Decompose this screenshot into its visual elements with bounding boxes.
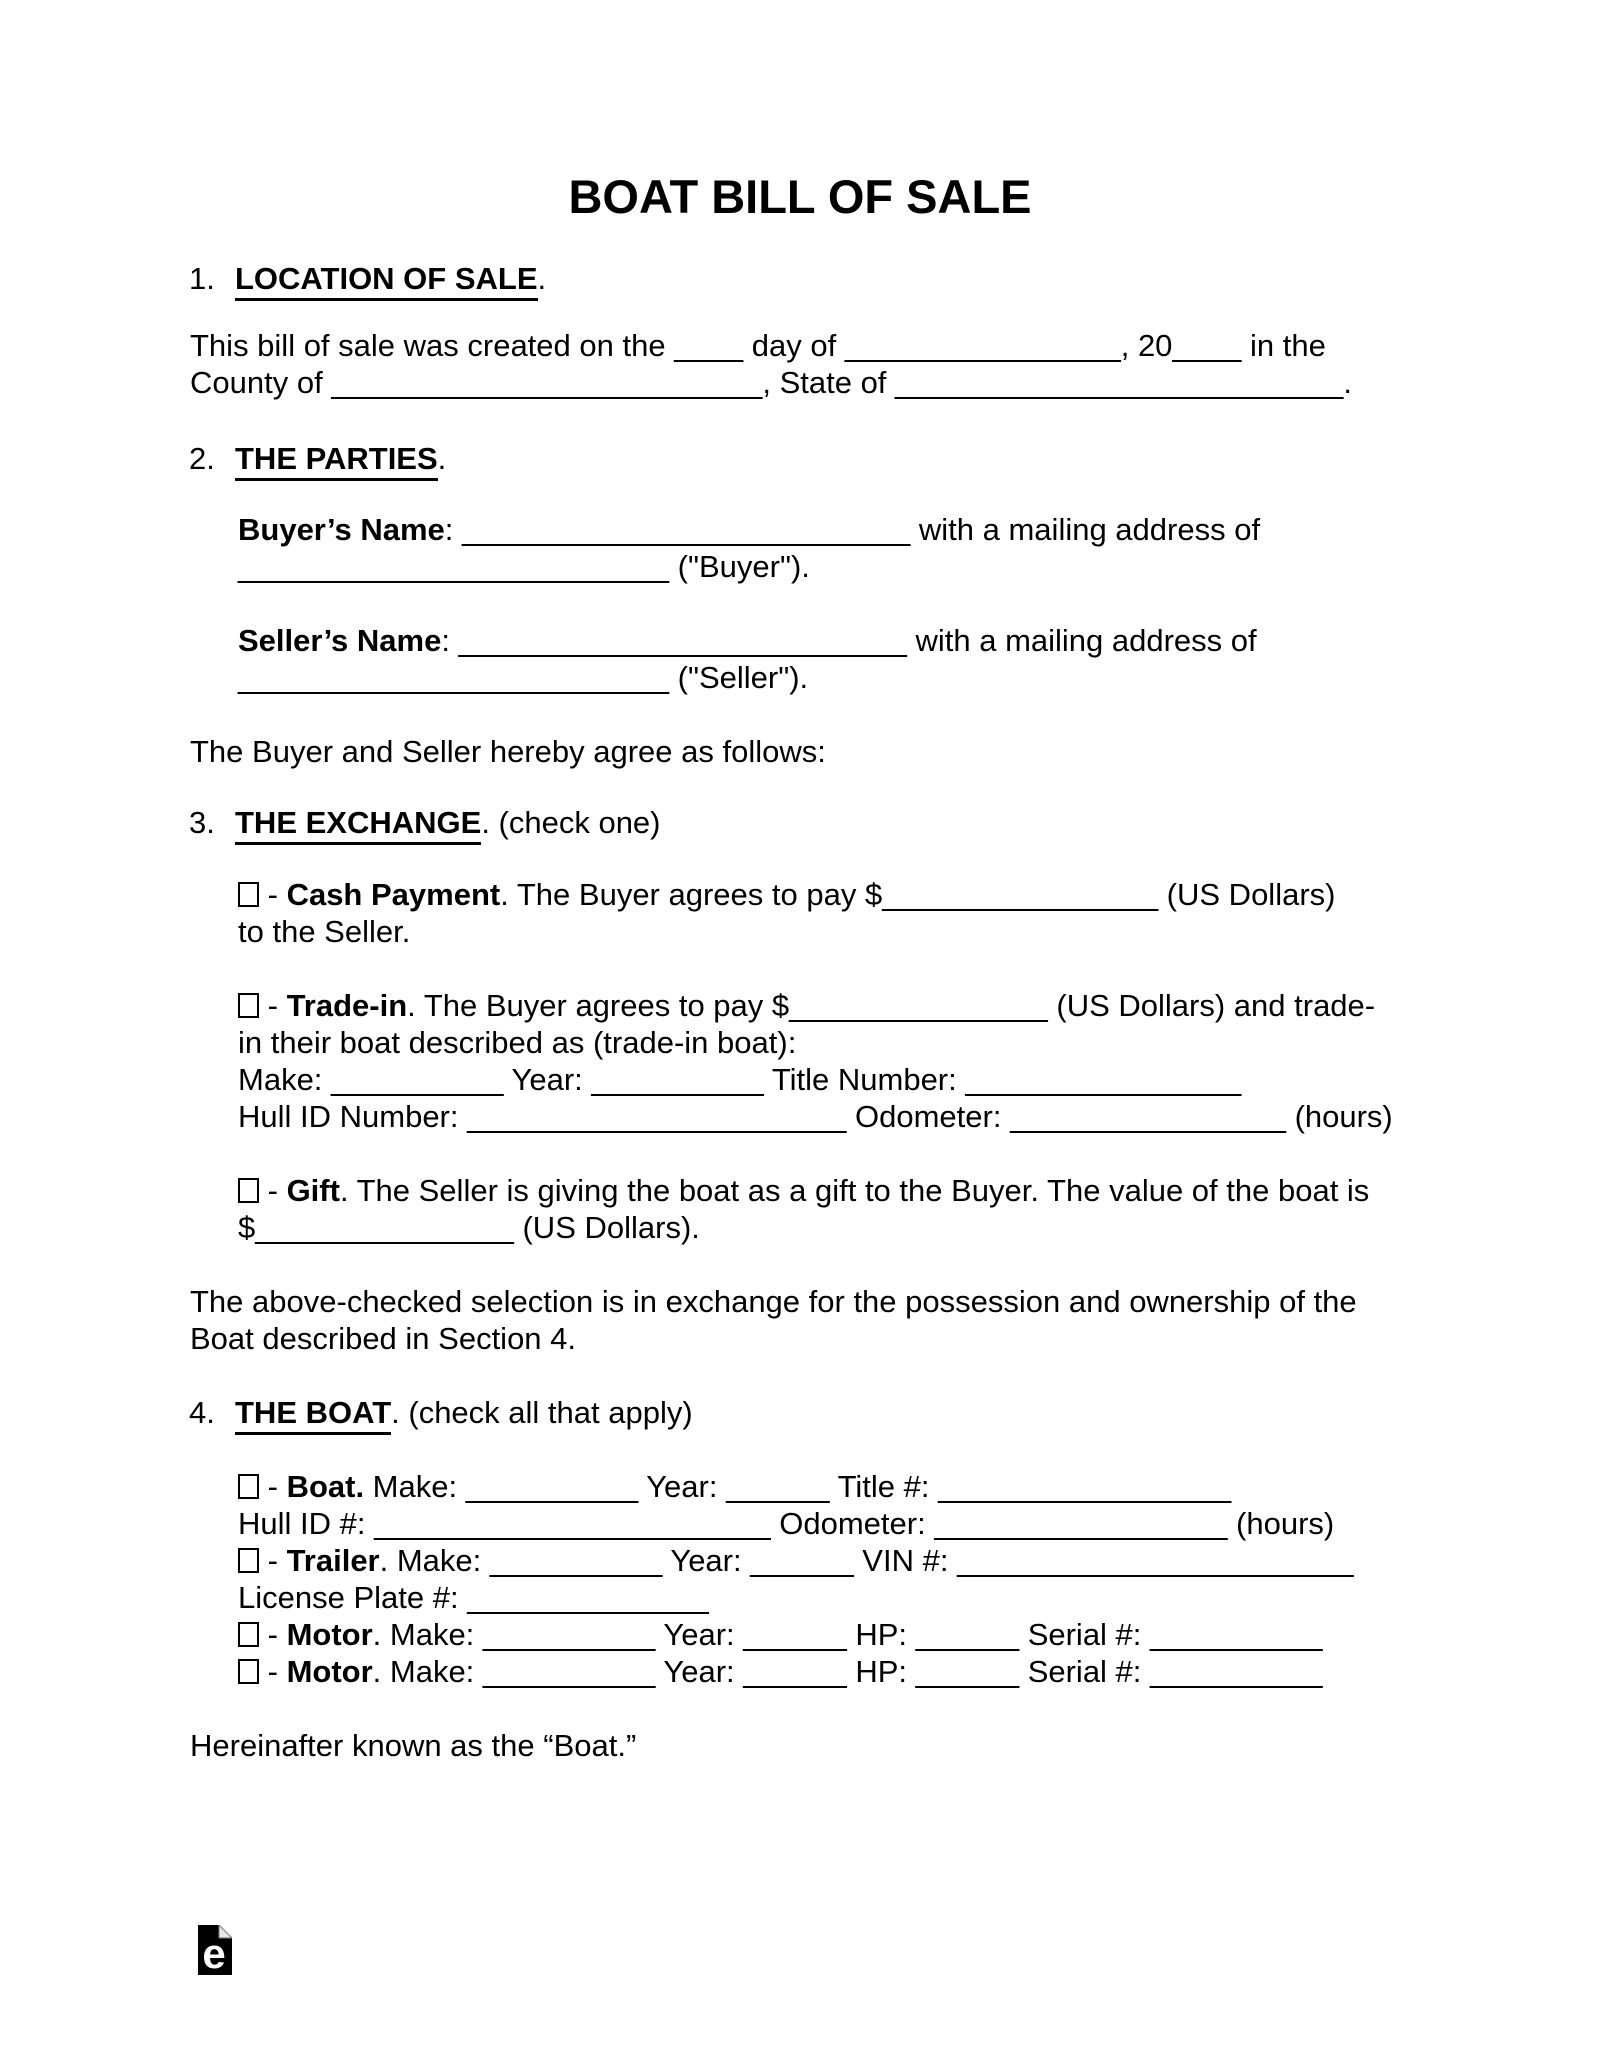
text-run: . The Buyer agrees to pay $ [407,988,790,1023]
trade-in-line-2 [238,1024,796,1061]
text-run: County of [190,365,332,400]
text-run: . Make: [372,1654,483,1689]
text-run: Trade-in [286,988,408,1023]
text-run: Buyer’s Name [238,512,445,547]
text-run: , 20 [1120,328,1173,363]
fill-in-blank[interactable]: _______________________ [374,1506,771,1541]
text-run: Year: [655,1617,744,1652]
text-run: Year: [655,1654,744,1689]
seller-name-line-2 [238,659,808,696]
fill-in-blank[interactable]: ________________ [882,877,1159,912]
text-run: - [259,1617,287,1652]
fill-in-blank[interactable]: ______________ [467,1580,709,1615]
text-run: in their boat described as (trade-in boat): [238,1025,797,1060]
text-run: HP: [846,1654,916,1689]
section-number: 2. [189,441,215,476]
boat-line-2 [238,1505,1334,1542]
text-run: : [444,512,463,547]
boat-line-1 [238,1468,1231,1505]
fill-in-blank[interactable]: __________ [489,1543,663,1578]
text-run: . The Seller is giving the boat as a gift to the Buyer. The value of the boat is [339,1173,1370,1208]
text-run: Year: [503,1062,592,1097]
text-run: Cash Payment [286,877,501,912]
intro-line-2 [190,364,1352,401]
text-run: (US Dollars). [513,1210,700,1245]
section-3-heading [189,804,661,841]
text-run: Motor [286,1617,373,1652]
fill-in-blank[interactable]: __________ [331,1062,504,1097]
gift-line-1 [238,1172,1369,1209]
fill-in-blank[interactable]: __________ [1150,1617,1323,1652]
text-run: THE BOAT [235,1395,391,1435]
eforms-logo [198,1925,232,1975]
section-1-heading [189,260,546,297]
text-run: (hours) [1227,1506,1335,1541]
gift-line-2 [238,1209,700,1246]
text-run: Motor [286,1654,373,1689]
section-4-heading [189,1394,693,1431]
fill-in-blank[interactable]: _______________ [789,988,1048,1023]
text-run: Trailer [286,1543,380,1578]
text-run: Make: [364,1469,466,1504]
checkbox-icon[interactable] [238,1178,259,1203]
fill-in-blank[interactable]: _________________________ [238,660,670,695]
text-run: . (check all that apply) [391,1395,693,1430]
text-run: Odometer: [770,1506,935,1541]
text-run: Hereinafter known as the “Boat.” [190,1728,637,1763]
text-run: LOCATION OF SALE [235,261,538,301]
text-run: with a mailing address of [910,512,1261,547]
exchange-note-line-2 [190,1320,576,1357]
fill-in-blank[interactable]: ______ [915,1617,1020,1652]
text-run: . [1343,365,1352,400]
motor-line-1 [238,1616,1322,1653]
fill-in-blank[interactable]: __________________________ [458,623,907,658]
text-run: HP: [846,1617,916,1652]
checkbox-icon[interactable] [238,1474,259,1499]
text-run: - [259,988,287,1023]
exchange-note-line-1 [190,1283,1357,1320]
text-run: to the Seller. [238,914,411,949]
text-run: - [259,1173,287,1208]
fill-in-blank[interactable]: ______________________ [467,1099,847,1134]
document-page-icon [198,1925,232,1975]
fill-in-blank[interactable]: ____ [674,328,744,363]
text-run: ("Buyer"). [669,549,810,584]
text-run: Hull ID #: [238,1506,375,1541]
fill-in-blank[interactable]: _________________________ [331,365,763,400]
buyer-name-line-1 [238,511,1260,548]
text-run: THE PARTIES [235,441,438,481]
fill-in-blank[interactable]: __________ [591,1062,764,1097]
fill-in-blank[interactable]: ______ [726,1469,830,1504]
fill-in-blank[interactable]: ________________ [1010,1099,1286,1134]
text-run: (US Dollars) and trade- [1047,988,1376,1023]
text-run: , State of [762,365,896,400]
fill-in-blank[interactable]: __________________________ [462,512,911,547]
text-run: - [259,1654,287,1689]
section-2-heading [189,440,446,477]
text-run: day of [743,328,845,363]
text-run: The Buyer and Seller hereby agree as follows: [190,734,826,769]
fill-in-blank[interactable]: ______ [915,1654,1020,1689]
text-run: Year: [662,1543,751,1578]
fill-in-blank[interactable]: __________ [482,1617,656,1652]
text-run: License Plate #: [238,1580,468,1615]
document-title: BOAT BILL OF SALE [568,170,1032,223]
text-run: Seller’s Name [238,623,442,658]
text-run: This bill of sale was created on the [190,328,675,363]
checkbox-icon[interactable] [238,993,259,1018]
motor-line-2 [238,1653,1322,1690]
checkbox-icon[interactable] [238,1548,259,1573]
text-run: Boat. [286,1469,365,1504]
trade-in-line-3 [238,1061,1241,1098]
text-run: $ [238,1210,256,1245]
text-run: Year: [638,1469,727,1504]
fill-in-blank[interactable]: __________ [465,1469,639,1504]
cash-payment-line-1 [238,876,1335,913]
fill-in-blank[interactable]: ________________ [844,328,1121,363]
cash-payment-line-2 [238,913,410,950]
text-run: with a mailing address of [906,623,1257,658]
fill-in-blank[interactable]: ______ [743,1617,847,1652]
fill-in-blank[interactable]: ________________ [965,1062,1242,1097]
checkbox-icon[interactable] [238,882,259,907]
logo-letter: e [202,1930,226,1975]
text-run: The above-checked selection is in exchange for the possession and ownership of the [190,1284,1357,1319]
text-run: Make: [238,1062,332,1097]
text-run: Gift [286,1173,340,1208]
text-run: Serial #: [1019,1654,1151,1689]
text-run: Serial #: [1019,1617,1151,1652]
text-run: Title #: [829,1469,939,1504]
fill-in-blank[interactable]: ____ [1172,328,1242,363]
text-run: . (check one) [481,805,661,840]
text-run: - [259,877,287,912]
fill-in-blank[interactable]: _________________ [934,1506,1228,1541]
section-number: 3. [189,805,215,840]
fill-in-blank[interactable]: _______________________ [957,1543,1354,1578]
text-run: Odometer: [846,1099,1011,1134]
text-run: ("Seller"). [669,660,809,695]
text-run: THE EXCHANGE [235,805,481,845]
text-run: . [437,441,447,476]
fill-in-blank[interactable]: _________________________ [238,549,670,584]
fill-in-blank[interactable]: _______________ [255,1210,514,1245]
text-run: (US Dollars) [1158,877,1336,912]
fill-in-blank[interactable]: _________________ [938,1469,1232,1504]
trade-in-line-1 [238,987,1375,1024]
text-run: (hours) [1285,1099,1393,1134]
text-run: Title Number: [763,1062,966,1097]
intro-line-1 [190,327,1326,364]
text-run: in the [1241,328,1326,363]
buyer-name-line-2 [238,548,810,585]
text-run: VIN #: [853,1543,958,1578]
fill-in-blank[interactable]: ______ [743,1654,847,1689]
seller-name-line-1 [238,622,1257,659]
text-run: Hull ID Number: [238,1099,468,1134]
checkbox-icon[interactable] [238,1622,259,1647]
text-run: Boat described in Section 4. [190,1321,577,1356]
trade-in-line-4 [238,1098,1393,1135]
text-run: . The Buyer agrees to pay $ [500,877,883,912]
text-run: . Make: [372,1617,483,1652]
trailer-line-1 [238,1542,1354,1579]
checkbox-icon[interactable] [238,1659,259,1684]
agreement-line [190,733,826,770]
trailer-line-2 [238,1579,709,1616]
fill-in-blank[interactable]: ______ [750,1543,854,1578]
fill-in-blank[interactable]: __________ [1150,1654,1323,1689]
hereinafter-line [190,1727,636,1764]
text-run: : [441,623,459,658]
fill-in-blank[interactable]: __________ [482,1654,656,1689]
text-run: . Make: [379,1543,490,1578]
text-run: - [259,1469,287,1504]
section-number: 1. [189,261,215,296]
text-run: - [259,1543,287,1578]
section-number: 4. [189,1395,215,1430]
text-run: . [537,261,547,296]
fill-in-blank[interactable]: __________________________ [895,365,1344,400]
